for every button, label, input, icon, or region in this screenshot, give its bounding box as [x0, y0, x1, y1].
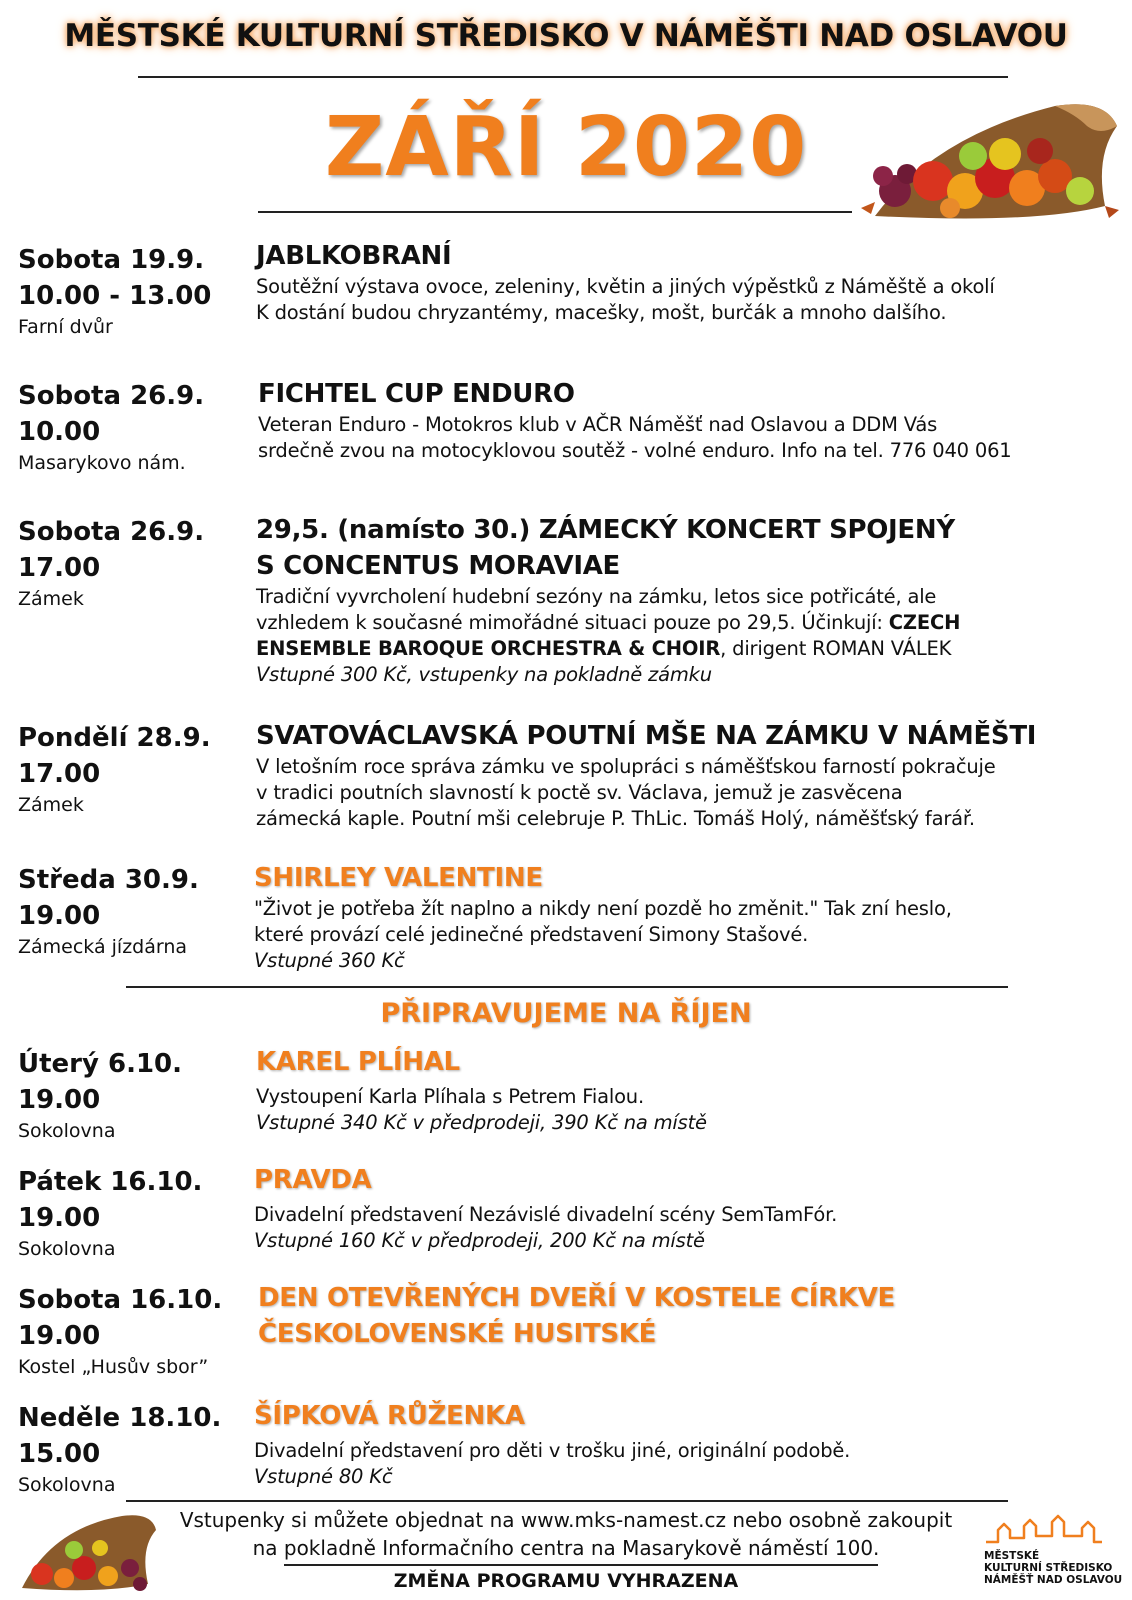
event-description: Vystoupení Karla Plíhala s Petrem Fialou.	[256, 1085, 644, 1108]
event-den-otevrenych-dveri-details	[258, 1280, 895, 1352]
event-place: Zámek	[18, 588, 84, 610]
event-fichtel-cup	[18, 378, 204, 476]
event-description: Veteran Enduro - Motokros klub v AČR Náměšť nad Oslavou a DDM Vás	[258, 413, 938, 436]
event-time: 15.00	[18, 1439, 101, 1469]
event-sipkova-ruzenka	[18, 1400, 221, 1498]
event-price: Vstupné 80 Kč	[254, 1465, 393, 1488]
event-description: Soutěžní výstava ovoce, zeleniny, květin a jiných výpěstků z Náměště a okolí	[256, 275, 995, 298]
event-den-otevrenych-dveri	[18, 1282, 222, 1380]
event-pravda-details	[254, 1162, 837, 1254]
event-description: srdečně zvou na motocyklovou soutěž - volné enduro. Info na tel. 776 040 061	[258, 439, 1012, 462]
event-title: 29,5. (namísto 30.) ZÁMECKÝ KONCERT SPOJENÝ	[256, 515, 955, 545]
organization-title: MĚSTSKÉ KULTURNÍ STŘEDISKO V NÁMĚŠTI NAD OSLAVOU	[64, 18, 1068, 54]
event-description: Tradiční vyvrcholení hudební sezóny na zámku, letos sice potřicáté, ale	[256, 585, 937, 608]
event-shirley-valentine-details	[254, 860, 952, 974]
month-title: ZÁŘÍ 2020	[324, 100, 808, 195]
event-place: Kostel „Husův sbor”	[18, 1356, 209, 1378]
event-title: FICHTEL CUP ENDURO	[258, 379, 575, 409]
footer-tickets-line2: na pokladně Informačního centra na Masarykově náměstí 100.	[252, 1536, 880, 1560]
event-description	[256, 610, 960, 636]
event-day: Úterý 6.10.	[18, 1049, 183, 1079]
event-day: Sobota 26.9.	[18, 517, 205, 547]
castle-logo-icon	[984, 1512, 1104, 1546]
event-price: Vstupné 340 Kč v předprodeji, 390 Kč na místě	[256, 1111, 707, 1134]
event-fichtel-cup-details	[258, 376, 1011, 464]
header-divider	[138, 76, 1008, 78]
event-svatovaclavska-mse	[18, 720, 211, 818]
event-title: SVATOVÁCLAVSKÁ POUTNÍ MŠE NA ZÁMKU V NÁMĚŠTI	[256, 721, 1037, 751]
event-place: Zámecká jízdárna	[18, 936, 188, 958]
event-day: Středa 30.9.	[18, 865, 199, 895]
event-price: Vstupné 360 Kč	[254, 949, 405, 972]
event-description	[256, 636, 960, 662]
event-time: 10.00 - 13.00	[18, 281, 212, 311]
event-sipkova-ruzenka-details	[254, 1398, 850, 1490]
event-title: ČESKOLOVENSKÉ HUSITSKÉ	[258, 1319, 657, 1349]
month-divider	[258, 211, 852, 213]
event-pravda	[18, 1164, 202, 1262]
section-divider	[126, 986, 1008, 988]
event-day: Neděle 18.10.	[18, 1403, 222, 1433]
footer-tickets-line1: Vstupenky si můžete objednat na www.mks-namest.cz nebo osobně zakoupit	[179, 1508, 953, 1532]
event-description: které provází celé jedinečné představení Simony Stašové.	[254, 923, 809, 946]
event-description: v tradici poutních slavností k poctě sv. Václava, jemuž je zasvěcena	[256, 781, 903, 804]
event-description-text: , dirigent ROMAN VÁLEK	[720, 637, 952, 660]
event-description: "Život je potřeba žít naplno a nikdy není pozdě ho změnit." Tak zní heslo,	[254, 897, 952, 920]
event-description: Divadelní představení Nezávislé divadelní scény SemTamFór.	[254, 1203, 838, 1226]
event-title: S CONCENTUS MORAVIAE	[256, 551, 620, 581]
event-time: 10.00	[18, 417, 101, 447]
footer-divider	[126, 1500, 1008, 1502]
event-day: Pátek 16.10.	[18, 1167, 203, 1197]
event-description-text: vzhledem k současné mimořádné situaci pouze po 29,5. Účinkují:	[256, 611, 883, 634]
event-place: Sokolovna	[18, 1238, 116, 1260]
event-description: Divadelní představení pro děti v trošku jiné, originální podobě.	[254, 1439, 851, 1462]
footer-note-divider	[284, 1564, 878, 1566]
event-time: 17.00	[18, 759, 101, 789]
event-description: K dostání budou chryzantémy, macešky, mošt, burčák a mnoho dalšího.	[256, 301, 947, 324]
event-time: 19.00	[18, 1321, 101, 1351]
event-price: Vstupné 160 Kč v předprodeji, 200 Kč na místě	[254, 1229, 705, 1252]
event-day: Sobota 19.9.	[18, 245, 205, 275]
event-performer: CZECH	[888, 611, 961, 634]
event-title: DEN OTEVŘENÝCH DVEŘÍ V KOSTELE CÍRKVE	[258, 1283, 895, 1313]
event-karel-plihal-details	[256, 1044, 707, 1136]
logo-line: KULTURNÍ STŘEDISKO	[984, 1562, 1113, 1574]
event-jablkobrani-details	[256, 238, 995, 326]
event-time: 19.00	[18, 1085, 101, 1115]
event-performer: ENSEMBLE BAROQUE ORCHESTRA & CHOIR	[256, 637, 721, 660]
event-svatovaclavska-mse-details	[256, 718, 1036, 832]
event-place: Farní dvůr	[18, 316, 113, 338]
event-place: Sokolovna	[18, 1120, 116, 1142]
event-shirley-valentine	[18, 862, 199, 960]
logo-line: MĚSTSKÉ	[984, 1550, 1040, 1562]
event-place: Zámek	[18, 794, 84, 816]
event-title: KAREL PLÍHAL	[256, 1047, 460, 1077]
event-jablkobrani	[18, 242, 211, 340]
event-title: JABLKOBRANÍ	[256, 241, 452, 271]
event-place: Sokolovna	[18, 1474, 116, 1496]
event-time: 17.00	[18, 553, 101, 583]
event-title: ŠÍPKOVÁ RŮŽENKA	[254, 1401, 525, 1431]
event-description: zámecká kaple. Poutní mši celebruje P. ThLic. Tomáš Holý, náměšťský farář.	[256, 807, 975, 830]
event-time: 19.00	[18, 901, 101, 931]
event-day: Sobota 26.9.	[18, 381, 205, 411]
mks-logo	[984, 1512, 1124, 1586]
event-day: Pondělí 28.9.	[18, 723, 211, 753]
event-zamecky-koncert-details	[256, 512, 960, 688]
event-zamecky-koncert	[18, 514, 204, 612]
event-title: SHIRLEY VALENTINE	[254, 863, 543, 893]
event-description: V letošním roce správa zámku ve spolupráci s náměšťskou farností pokračuje	[256, 755, 996, 778]
event-title: PRAVDA	[254, 1165, 372, 1195]
october-heading: PŘIPRAVUJEME NA ŘÍJEN	[380, 998, 752, 1029]
event-karel-plihal	[18, 1046, 182, 1144]
logo-line: NÁMĚŠŤ NAD OSLAVOU	[984, 1574, 1123, 1586]
fruit-cornucopia-icon	[855, 96, 1125, 228]
event-place: Masarykovo nám.	[18, 452, 186, 474]
program-change-note: ZMĚNA PROGRAMU VYHRAZENA	[393, 1570, 739, 1592]
event-time: 19.00	[18, 1203, 101, 1233]
event-day: Sobota 16.10.	[18, 1285, 223, 1315]
event-price: Vstupné 300 Kč, vstupenky na pokladně zámku	[256, 663, 712, 686]
